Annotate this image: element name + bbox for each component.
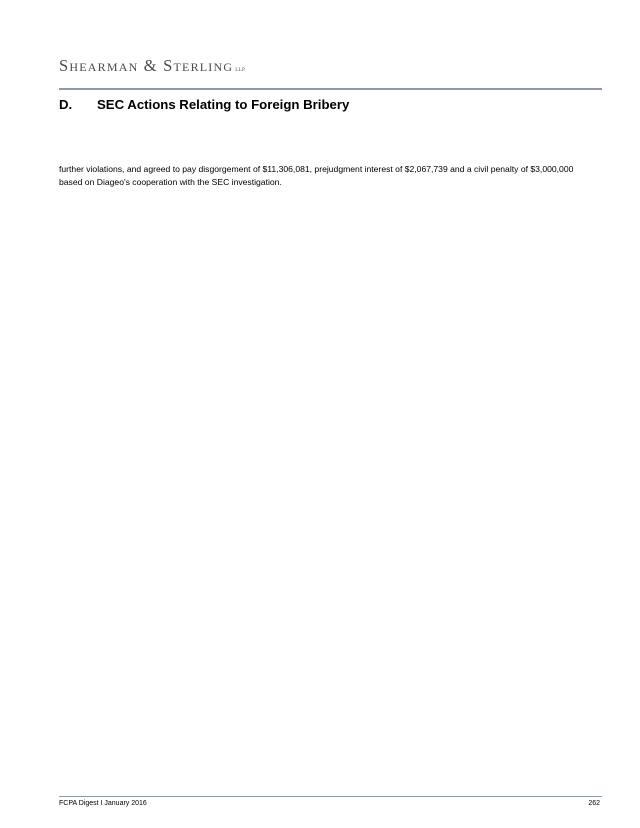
- section-letter: D.: [59, 97, 73, 112]
- footer-publication: FCPA Digest I January 2016: [59, 800, 147, 807]
- page-number: 262: [588, 800, 600, 807]
- firm-logo-text: Shearman & Sterling: [59, 56, 234, 75]
- section-heading: [59, 97, 349, 112]
- firm-logo: [59, 56, 245, 76]
- body-paragraph: further violations, and agreed to pay disgorgement of $11,306,081, prejudgment interest of $2,067,739 and a civil penalty of $3,000,000 based on Diageo's cooperation with the SEC investigation.: [59, 164, 574, 187]
- firm-logo-suffix: llp: [235, 65, 246, 73]
- footer-divider: [59, 796, 602, 797]
- header-divider: [59, 88, 602, 90]
- section-title: SEC Actions Relating to Foreign Bribery: [97, 97, 350, 112]
